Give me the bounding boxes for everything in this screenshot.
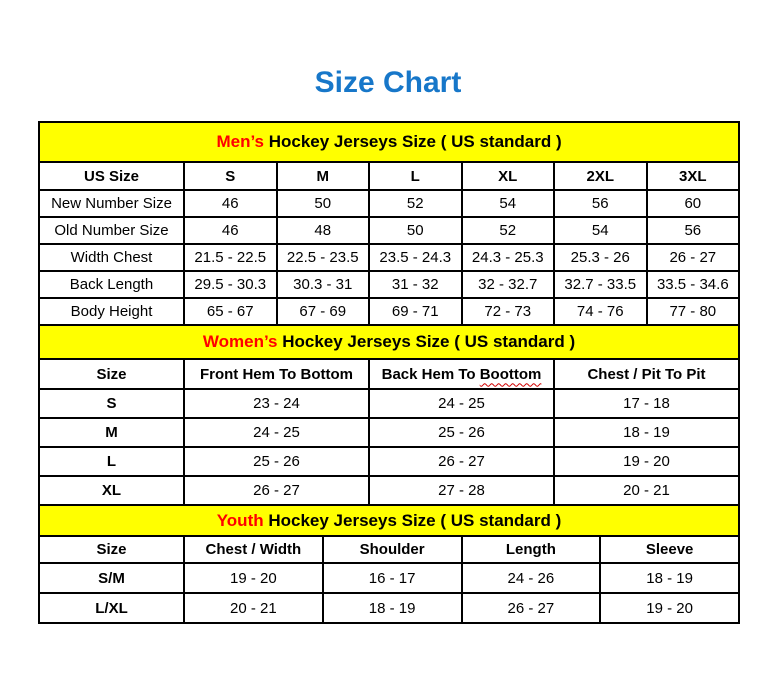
table-row (39, 593, 739, 623)
row-label: L/XL (39, 593, 184, 623)
table-cell: 19 - 20 (554, 447, 739, 476)
row-label: S/M (39, 563, 184, 593)
table-cell: 18 - 19 (554, 418, 739, 447)
table-cell: 46 (184, 190, 277, 217)
womens-heading-accent: Women’s (202, 332, 278, 351)
row-label: M (39, 418, 184, 447)
table-cell: 23.5 - 24.3 (369, 244, 462, 271)
row-label: New Number Size (39, 190, 184, 217)
table-cell: 32.7 - 33.5 (554, 271, 647, 298)
column-header: S (184, 162, 277, 190)
table-row (39, 389, 739, 418)
table-cell: 46 (184, 217, 277, 244)
table-cell: 67 - 69 (277, 298, 370, 325)
table-cell: 74 - 76 (554, 298, 647, 325)
column-header: L (369, 162, 462, 190)
column-header: Size (39, 536, 184, 563)
table-cell: 24 - 25 (369, 389, 554, 418)
column-header: XL (462, 162, 555, 190)
table-cell: 24 - 25 (184, 418, 369, 447)
table-row (39, 217, 739, 244)
table-cell: 52 (462, 217, 555, 244)
column-header: Chest / Width (184, 536, 323, 563)
table-row (39, 298, 739, 325)
table-cell: 56 (554, 190, 647, 217)
page-title: Size Chart (314, 66, 462, 99)
column-header: US Size (39, 162, 184, 190)
table-cell: 56 (647, 217, 740, 244)
table-cell: 54 (554, 217, 647, 244)
table-cell: 23 - 24 (184, 389, 369, 418)
mens-header-row (39, 162, 739, 190)
table-cell: 26 - 27 (462, 593, 601, 623)
table-cell: 32 - 32.7 (462, 271, 555, 298)
column-header-text: Back Hem To (381, 365, 480, 383)
youth-heading-rest: Hockey Jerseys Size ( US standard ) (263, 510, 562, 530)
table-cell: 25 - 26 (184, 447, 369, 476)
table-cell: 19 - 20 (184, 563, 323, 593)
womens-section-row (39, 325, 739, 359)
womens-heading-rest: Hockey Jerseys Size ( US standard ) (277, 332, 576, 351)
table-cell: 27 - 28 (369, 476, 554, 505)
table-cell: 18 - 19 (323, 593, 462, 623)
column-header: Sleeve (600, 536, 739, 563)
column-header: Shoulder (323, 536, 462, 563)
table-cell: 19 - 20 (600, 593, 739, 623)
row-label: L (39, 447, 184, 476)
table-cell: 54 (462, 190, 555, 217)
table-row (39, 476, 739, 505)
table-cell: 25.3 - 26 (554, 244, 647, 271)
table-cell: 31 - 32 (369, 271, 462, 298)
womens-header-row (39, 359, 739, 389)
table-cell: 48 (277, 217, 370, 244)
table-cell: 24.3 - 25.3 (462, 244, 555, 271)
table-cell: 26 - 27 (184, 476, 369, 505)
table-cell: 33.5 - 34.6 (647, 271, 740, 298)
table-cell: 50 (277, 190, 370, 217)
table-cell: 20 - 21 (554, 476, 739, 505)
table-row (39, 190, 739, 217)
size-chart (38, 121, 738, 624)
youth-section-row (39, 505, 739, 536)
row-label: XL (39, 476, 184, 505)
table-cell: 22.5 - 23.5 (277, 244, 370, 271)
column-header: M (277, 162, 370, 190)
row-label: Back Length (39, 271, 184, 298)
womens-section-heading (39, 325, 739, 359)
table-cell: 17 - 18 (554, 389, 739, 418)
table-row (39, 418, 739, 447)
youth-size-table (38, 504, 740, 624)
table-cell: 65 - 67 (184, 298, 277, 325)
table-cell: 52 (369, 190, 462, 217)
mens-size-table (38, 121, 740, 326)
column-header-back-hem (369, 359, 554, 389)
table-cell: 18 - 19 (600, 563, 739, 593)
womens-size-table (38, 324, 740, 506)
youth-section-heading (39, 505, 739, 536)
table-row (39, 563, 739, 593)
row-label: Width Chest (39, 244, 184, 271)
column-header: Front Hem To Bottom (184, 359, 369, 389)
table-cell: 26 - 27 (647, 244, 740, 271)
table-row (39, 244, 739, 271)
row-label: S (39, 389, 184, 418)
table-cell: 50 (369, 217, 462, 244)
mens-section-heading (39, 122, 739, 162)
table-cell: 24 - 26 (462, 563, 601, 593)
column-header: 2XL (554, 162, 647, 190)
table-row (39, 271, 739, 298)
table-cell: 77 - 80 (647, 298, 740, 325)
column-header: Chest / Pit To Pit (554, 359, 739, 389)
table-cell: 60 (647, 190, 740, 217)
mens-section-row (39, 122, 739, 162)
table-cell: 72 - 73 (462, 298, 555, 325)
table-cell: 26 - 27 (369, 447, 554, 476)
column-header: Size (39, 359, 184, 389)
table-cell: 21.5 - 22.5 (184, 244, 277, 271)
mens-heading-accent: Men’s (216, 132, 264, 151)
mens-heading-rest: Hockey Jerseys Size ( US standard ) (264, 132, 562, 151)
misspelled-word: Boottom (479, 365, 542, 383)
youth-header-row (39, 536, 739, 563)
table-cell: 30.3 - 31 (277, 271, 370, 298)
column-header: 3XL (647, 162, 740, 190)
row-label: Body Height (39, 298, 184, 325)
table-cell: 29.5 - 30.3 (184, 271, 277, 298)
youth-heading-accent: Youth (216, 510, 264, 530)
table-cell: 25 - 26 (369, 418, 554, 447)
column-header: Length (462, 536, 601, 563)
table-cell: 20 - 21 (184, 593, 323, 623)
table-cell: 69 - 71 (369, 298, 462, 325)
table-cell: 16 - 17 (323, 563, 462, 593)
row-label: Old Number Size (39, 217, 184, 244)
table-row (39, 447, 739, 476)
